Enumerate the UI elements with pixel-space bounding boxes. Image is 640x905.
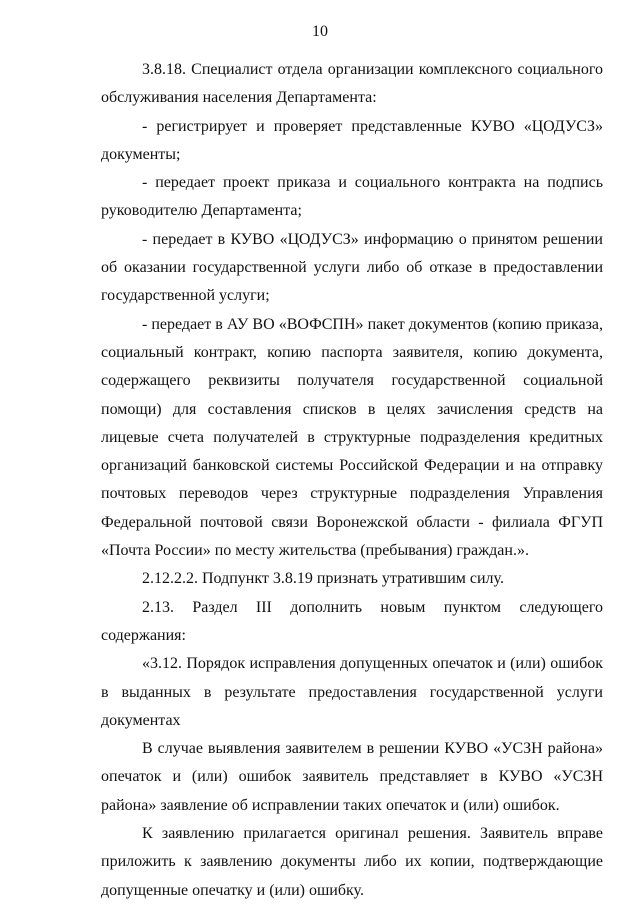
- document-body: [101, 56, 603, 905]
- paragraph-case: В случае выявления заявителем в решении КУВО «УСЗН района» опечаток и (или) ошибок заявитель представляет в КУВО «УСЗН района» заявление об исправлении таких опечаток и (или) ошибок.: [101, 740, 603, 814]
- paragraph-3-8-18: 3.8.18. Специалист отдела организации комплексного социального обслуживания населения Департамента:: [101, 61, 603, 107]
- list-item-transmits-info: - передает в КУВО «ЦОДУСЗ» информацию о принятом решении об оказании государственной услуги либо об отказе в предоставлении государственной услуги;: [101, 230, 603, 305]
- paragraph-2-13: 2.13. Раздел III дополнить новым пунктом следующего содержания:: [101, 598, 603, 644]
- page-number: 10: [312, 23, 328, 40]
- list-item-registers: - регистрирует и проверяет представленные КУВО «ЦОДУСЗ» документы;: [101, 117, 603, 163]
- paragraph-2-12-2-2: 2.12.2.2. Подпункт 3.8.19 признать утратившим силу.: [142, 570, 504, 588]
- list-item-transmits-draft: - передает проект приказа и социального контракта на подпись руководителю Департамента;: [101, 174, 603, 220]
- paragraph-3-12-heading: «3.12. Порядок исправления допущенных опечаток и (или) ошибок в выданных в результате предоставления государственной услуги документах: [101, 655, 603, 729]
- paragraph-attachment: К заявлению прилагается оригинал решения. Заявитель вправе приложить к заявлению документы либо их копии, подтверждающие допущенные опечатку и (или) ошибку.: [101, 825, 603, 899]
- list-item-transmits-package: - передает в АУ ВО «ВОФСПН» пакет документов (копию приказа, социальный контракт, копию паспорта заявителя, копию документа, содержащего реквизиты получателя государственной социальной помощи) для составления списков в целях зачисления средств на лицевые счета получателей в структурные подразделения кредитных организаций банковской системы Российской Федерации и на отправку почтовых переводов через структурные подразделения Управления Федеральной почтовой связи Воронежской области - филиала ФГУП «Почта России» по месту жительства (пребывания) граждан.».: [101, 315, 603, 560]
